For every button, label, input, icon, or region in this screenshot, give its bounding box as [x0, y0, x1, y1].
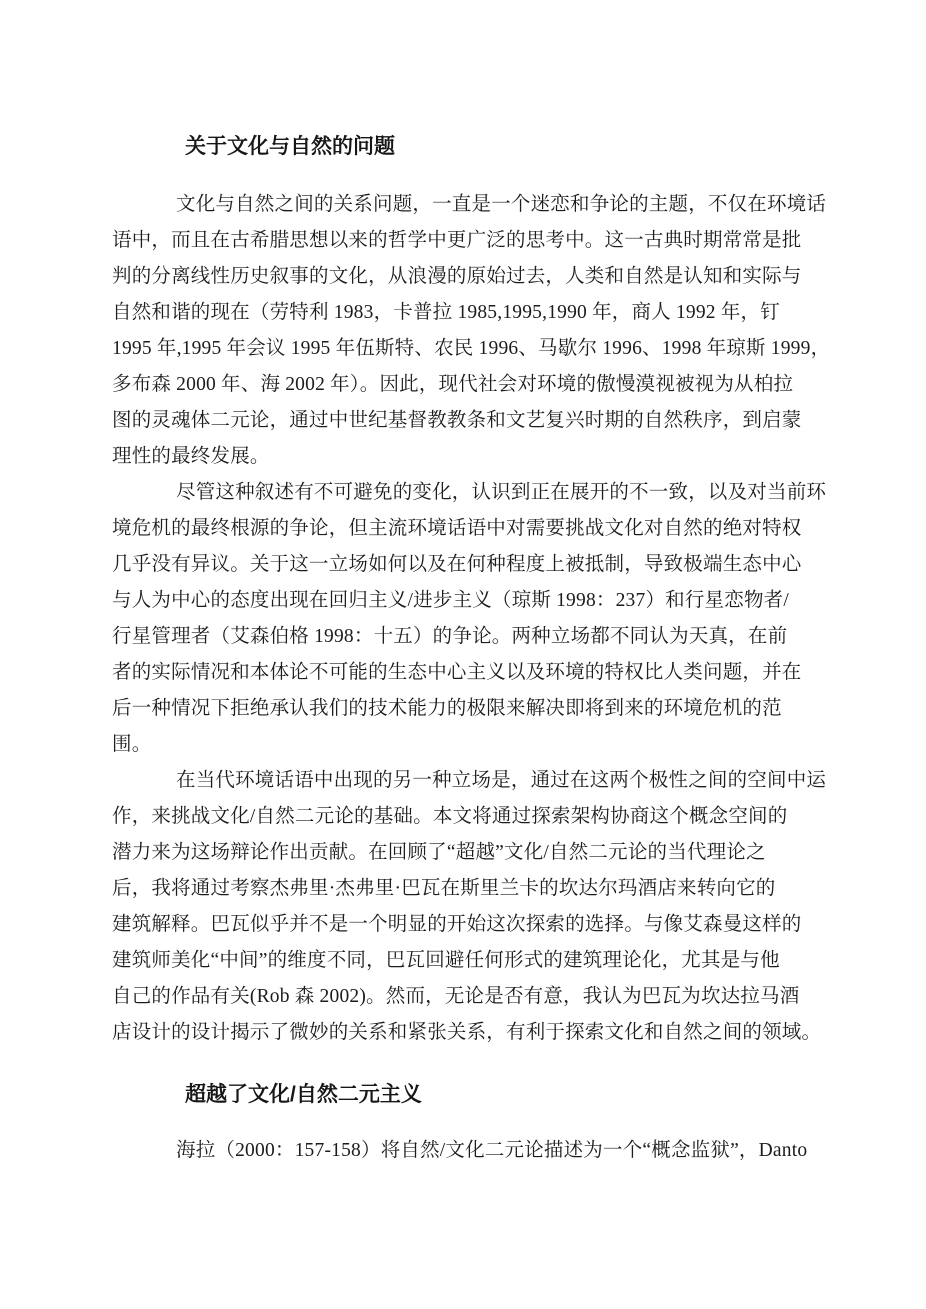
paragraph	[112, 1133, 808, 1169]
text-line: 图的灵魂体二元论，通过中世纪基督教教条和文艺复兴时期的自然秩序，到启蒙	[112, 410, 802, 431]
paragraph	[112, 763, 827, 1051]
text-line: 与人为中心的态度出现在回归主义/进步主义（琼斯 1998：237）和行星恋物者/	[112, 590, 789, 611]
text-line: 围。	[112, 734, 152, 755]
text-line: 后一种情况下拒绝承认我们的技术能力的极限来解决即将到来的环境危机的范	[112, 698, 782, 719]
text-line: 建筑解释。巴瓦似乎并不是一个明显的开始这次探索的选择。与像艾森曼这样的	[112, 914, 802, 935]
text-line: 在当代环境话语中出现的另一种立场是，通过在这两个极性之间的空间中运	[176, 770, 827, 791]
text-line: 文化与自然之间的关系问题，一直是一个迷恋和争论的主题，不仅在环境话	[176, 194, 827, 215]
text-line: 潜力来为这场辩论作出贡献。在回顾了“超越”文化/自然二元论的当代理论之	[112, 842, 766, 863]
text-line: 海拉（2000：157-158）将自然/文化二元论描述为一个“概念监狱”，Danto	[176, 1140, 808, 1161]
text-line: 行星管理者（艾森伯格 1998：十五）的争论。两种立场都不同认为天真，在前	[112, 626, 788, 647]
text-line: 者的实际情况和本体论不可能的生态中心主义以及环境的特权比人类问题，并在	[112, 662, 802, 683]
text-line: 多布森 2000 年、海 2002 年）。因此，现代社会对环境的傲慢漠视被视为从柏拉	[112, 374, 794, 395]
text-line: 作，来挑战文化/自然二元论的基础。本文将通过探索架构协商这个概念空间的	[112, 806, 788, 827]
paragraph	[112, 475, 827, 763]
section-heading-culture-nature-question: 关于文化与自然的问题	[185, 135, 395, 158]
text-line: 境危机的最终根源的争论，但主流环境话语中对需要挑战文化对自然的绝对特权	[112, 518, 802, 539]
text-line: 建筑师美化“中间”的维度不同，巴瓦回避任何形式的建筑理论化，尤其是与他	[112, 950, 780, 971]
text-line: 语中，而且在古希腊思想以来的哲学中更广泛的思考中。这一古典时期常常是批	[112, 230, 802, 251]
document-body-continued	[112, 1133, 808, 1169]
text-line: 判的分离线性历史叙事的文化，从浪漫的原始过去，人类和自然是认知和实际与	[112, 266, 802, 287]
text-line: 店设计的设计揭示了微妙的关系和紧张关系，有利于探索文化和自然之间的领域。	[112, 1022, 822, 1043]
text-line: 1995 年,1995 年会议 1995 年伍斯特、农民 1996、马歇尔 1996、1998 年琼斯 1999，	[112, 338, 831, 359]
text-line: 尽管这种叙述有不可避免的变化，认识到正在展开的不一致，以及对当前环	[176, 482, 827, 503]
text-line: 理性的最终发展。	[112, 446, 270, 467]
document-body	[112, 187, 831, 1051]
section-heading-beyond-dualism: 超越了文化/自然二元主义	[185, 1083, 422, 1106]
text-line: 后，我将通过考察杰弗里·杰弗里·巴瓦在斯里兰卡的坎达尔玛酒店来转向它的	[112, 878, 776, 899]
paragraph	[112, 187, 831, 475]
text-line: 几乎没有异议。关于这一立场如何以及在何种程度上被抵制，导致极端生态中心	[112, 554, 802, 575]
text-line: 自然和谐的现在（劳特利 1983，卡普拉 1985,1995,1990 年，商人 1992 年，钉	[112, 302, 780, 323]
text-line: 自己的作品有关(Rob 森 2002)。然而，无论是否有意，我认为巴瓦为坎达拉马酒	[112, 986, 800, 1007]
